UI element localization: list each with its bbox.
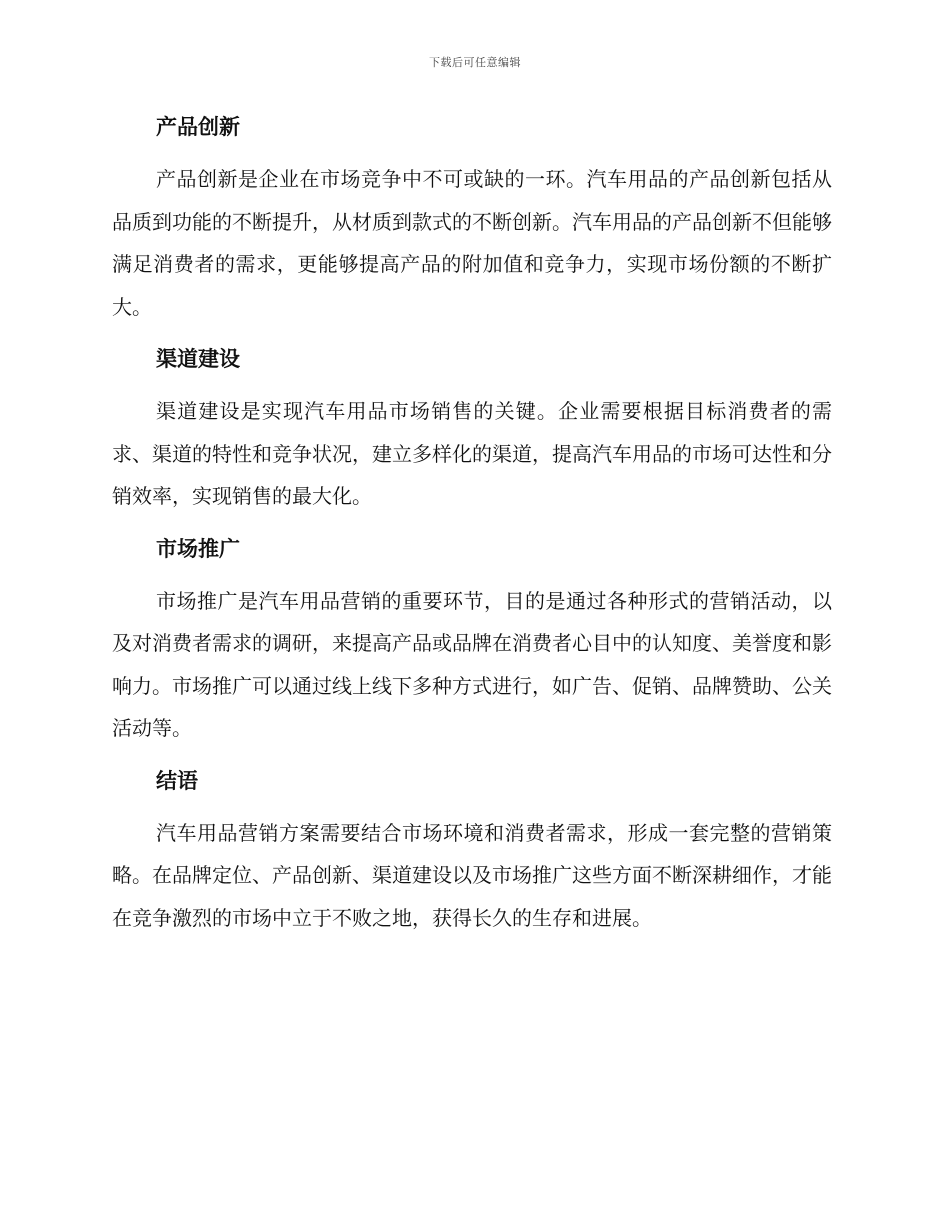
header-note: 下载后可任意编辑 [429, 56, 521, 69]
paragraph-market-promotion: 市场推广是汽车用品营销的重要环节，目的是通过各种形式的营销活动，以及对消费者需求的调研，来提高产品或品牌在消费者心目中的认知度、美誉度和影响力。市场推广可以通过线上线下多种方式进行，如广告、促销、品牌赞助、公关活动等。 [112, 588, 832, 740]
document-body [112, 106, 832, 949]
paragraph-conclusion: 汽车用品营销方案需要结合市场环境和消费者需求，形成一套完整的营销策略。在品牌定位、产品创新、渠道建设以及市场推广这些方面不断深耕细作，才能在竞争激烈的市场中立于不败之地，获得长久的生存和进展。 [112, 820, 832, 930]
paragraph-channel-building: 渠道建设是实现汽车用品市场销售的关键。企业需要根据目标消费者的需求、渠道的特性和竞争状况，建立多样化的渠道，提高汽车用品的市场可达性和分销效率，实现销售的最大化。 [112, 399, 832, 508]
section-heading-market-promotion: 市场推广 [156, 536, 240, 561]
paragraph-product-innovation: 产品创新是企业在市场竞争中不可或缺的一环。汽车用品的产品创新包括从品质到功能的不断提升，从材质到款式的不断创新。汽车用品的产品创新不但能够满足消费者的需求，更能够提高产品的附加值和竞争力，实现市场份额的不断扩大。 [112, 167, 832, 319]
section-heading-conclusion: 结语 [156, 768, 198, 793]
section-heading-product-innovation: 产品创新 [156, 115, 240, 139]
section-heading-channel-building: 渠道建设 [156, 347, 240, 371]
